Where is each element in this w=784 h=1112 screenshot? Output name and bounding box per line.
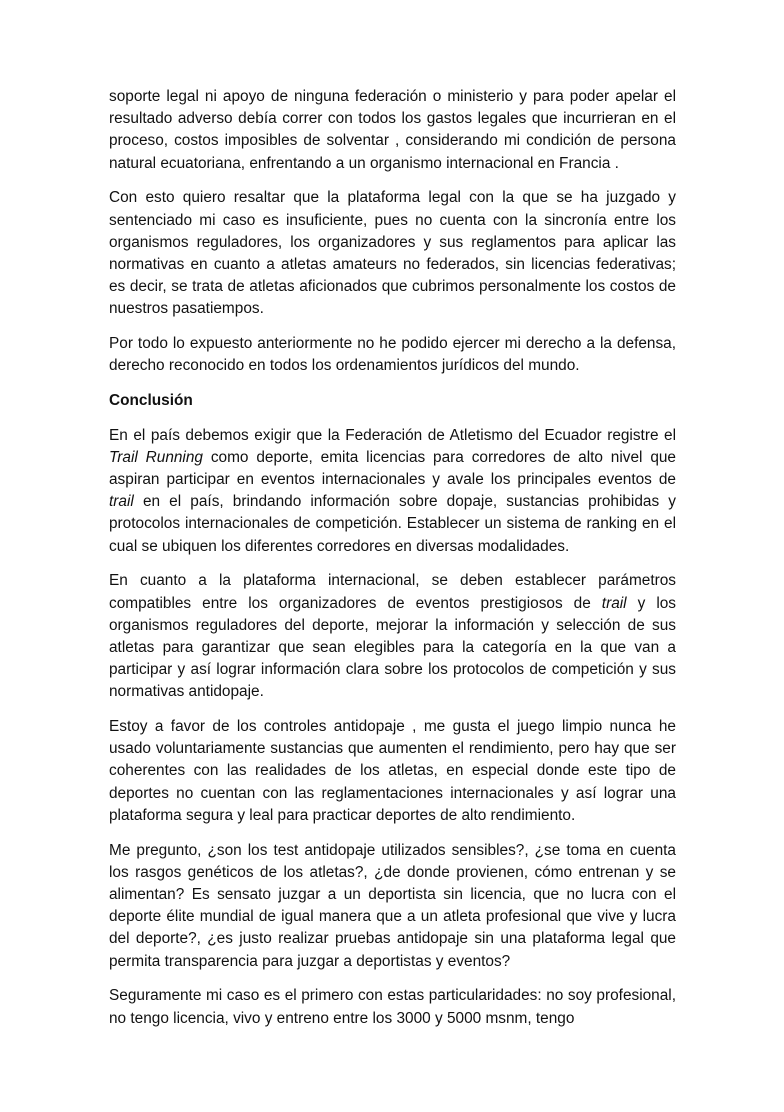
paragraph-text: En el país debemos exigir que la Federación de Atletismo del Ecuador registre el	[109, 426, 676, 444]
italic-term: Trail Running	[109, 448, 203, 466]
paragraph-text: como deporte, emita licencias para corredores de alto nivel que aspiran participar en eventos internacionales y avale los principales eventos de	[109, 448, 676, 489]
paragraph-text: Me pregunto, ¿son los test antidopaje utilizados sensibles?, ¿se toma en cuenta los rasgos genéticos de los atletas?, ¿de donde provienen, cómo entrenan y se alimentan? Es sensato juzgar a un deportista sin licencia, que no lucra con el deporte élite mundial de igual manera que a un atleta profesional que vive y lucra del deporte?, ¿es justo realizar pruebas antidopaje sin una plataforma legal que permita transparencia para juzgar a deportistas y eventos?	[109, 841, 676, 970]
paragraph-text: en el país, brindando información sobre dopaje, sustancias prohibidas y protocolos internacionales de competición. Establecer un sistema de ranking en el cual se ubiquen los diferentes corredores en diversas modalidades.	[109, 493, 676, 555]
section-heading-conclusion: Conclusión	[109, 391, 193, 409]
paragraph-right-to-defense	[109, 333, 676, 377]
paragraph-questions	[109, 840, 676, 973]
paragraph-case-particulars	[109, 985, 676, 1029]
paragraph-text: soporte legal ni apoyo de ninguna federación o ministerio y para poder apelar el resultado adverso debía correr con todos los gastos legales que incurrieran en el proceso, costos imposibles de solventar , considerando mi condición de persona natural ecuatoriana, enfrentando a un organismo internacional en Francia .	[109, 88, 676, 172]
paragraph-text: En cuanto a la plataforma internacional, se deben establecer parámetros compatibles entre los organizadores de eventos prestigiosos de	[109, 572, 676, 612]
paragraph-text: Con esto quiero resaltar que la plataforma legal con la que se ha juzgado y sentenciado mi caso es insuficiente, pues no cuenta con la sincronía entre los organismos reguladores, los organizadores y sus reglamentos para aplicar las normativas en cuanto a atletas amateurs no federados, sin licencias federativas; es decir, se trata de atletas aficionados que cubrimos personalmente los costos de nuestros pasatiempos.	[109, 189, 676, 318]
paragraph-legal-costs	[109, 86, 676, 175]
paragraph-text: Por todo lo expuesto anteriormente no he podido ejercer mi derecho a la defensa, derecho reconocido en todos los ordenamientos jurídicos del mundo.	[109, 335, 676, 375]
paragraph-federation-demands	[109, 425, 676, 558]
document-body	[109, 86, 676, 1042]
italic-term: trail	[109, 493, 134, 511]
paragraph-international-platform	[109, 570, 676, 703]
paragraph-text: y los organismos reguladores del deporte, mejorar la información y selección de sus atletas para garantizar que sean elegibles para la categoría en la que van a participar y así lograr información clara sobre los protocolos de competición y sus normativas antidopaje.	[109, 594, 677, 701]
italic-term: trail	[601, 594, 627, 612]
paragraph-legal-platform	[109, 187, 676, 320]
paragraph-antidoping-stance	[109, 716, 676, 827]
paragraph-text: Estoy a favor de los controles antidopaje , me gusta el juego limpio nunca he usado voluntariamente sustancias que aumenten el rendimiento, pero hay que ser coherentes con las realidades de los atletas, en especial donde este tipo de deportes no cuentan con las reglamentaciones internacionales y así lograr una plataforma segura y leal para practicar deportes de alto rendimiento.	[109, 718, 676, 824]
paragraph-text: Seguramente mi caso es el primero con estas particularidades: no soy profesional, no tengo licencia, vivo y entreno entre los 3000 y 5000 msnm, tengo	[109, 987, 676, 1027]
